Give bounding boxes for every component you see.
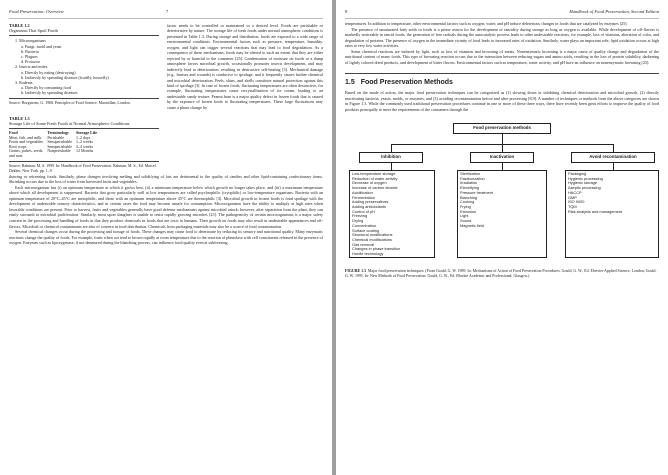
method-item: Control of pH xyxy=(352,208,375,214)
method-item: Acidification xyxy=(352,189,373,195)
method-item: Hurdle technology xyxy=(352,251,384,257)
method-item: Pasteurization xyxy=(460,175,485,181)
running-head: Food Preservation: Overview xyxy=(9,9,64,14)
inactivation-methods-list xyxy=(457,170,547,258)
list-item: a. Directly by consuming food xyxy=(21,85,71,91)
method-item: Freezing xyxy=(352,213,368,219)
list-item: d. Protozoa xyxy=(21,59,40,65)
list-item: b. Bacteria xyxy=(21,48,39,54)
method-item: Light xyxy=(460,213,469,219)
method-item: GMP xyxy=(568,194,577,200)
paragraph: Based on the mode of action, the major food preservation techniques can be categorized as (1) slowing down or inhibiting chemical deterioration and microbial growth, (2) directly inactivating bacteria, yeasts, molds, or enzymes, and (3) avoiding recontamination before and after processing [8,9]. A number of techniques or methods from the above categories are shown in Figure 1.3. While the commonly used traditional preservation procedures continue in one or more of these three ways, there have recently been great efforts to improve the quality of food products principally to meet the requirements of the consumers through the xyxy=(345,90,659,113)
method-item: Blanching xyxy=(460,194,478,200)
branch-box-inhibition: Inhibition xyxy=(359,152,423,163)
method-item: Magnetic field xyxy=(460,222,485,228)
list-item: 2. Insects and mites xyxy=(15,64,48,70)
preservation-methods-diagram xyxy=(345,119,659,314)
body-text xyxy=(345,90,659,112)
branch-box-inactivation: Inactivation xyxy=(470,152,534,163)
method-item: Hygienic processing xyxy=(568,175,603,181)
paragraph: thawing or refreezing foods. Similarly, phase changes involving melting and solidifying of fats are detrimental to the quality of candies and other lipid-containing confectionary items. Shrinking occurs due to the loss of water from harvested fruits and vegetables. xyxy=(9,173,323,185)
table-cell: Root crops xyxy=(9,143,27,149)
spoilage-organisms-list xyxy=(9,38,159,95)
running-head: Handbook of Food Preservation, Second Edition xyxy=(569,9,659,14)
paragraph: Several chemical changes occur during the processing and storage of foods. These changes may cause food to deteriorate by reducing its sensory and nutritional quality. Many enzymatic reactions change the quality of foods. For example, fruits when cut tend to brown rapidly at room temperature due to the reaction of phenolase with cell constituents released in the presence of oxygen. Enzymes such as lipoxygenase, if not denatured during the blanching process, can influence food quality even at subfreezing xyxy=(9,229,323,246)
section-title: Food Preservation Methods xyxy=(360,79,453,87)
method-item: Surface coating xyxy=(352,227,380,233)
method-item: Frying xyxy=(460,203,471,209)
table-cell: 12 Months xyxy=(76,148,94,154)
method-item: Irradiation xyxy=(460,180,478,186)
method-item: Hygienic storage xyxy=(568,180,597,186)
paragraph: The presence of unsaturated fatty acids in foods is a prime reason for the development of rancidity during storage as long as oxygen is available. While development of off-flavors is markedly noticeable in rancid foods, the generation of free radicals during the autocatalytic process leads to other undesirable reactions, for example, loss of vitamins, alteration of color, and degradation of proteins. The presence of oxygen in the immediate vicinity of food leads to increased rates of oxidation. Similarly, water plays an important role; lipid oxidation occurs at high rates at very low water activities. xyxy=(345,26,659,49)
method-item: Packaging xyxy=(568,171,587,177)
right-page xyxy=(336,0,668,475)
table-cell: Semiperishable xyxy=(47,139,72,145)
running-header xyxy=(345,9,659,19)
body-text xyxy=(345,21,659,65)
method-item: Fermentation xyxy=(352,194,375,200)
page-number: 7 xyxy=(166,9,169,14)
table-source: Source: Borgstrom, G. 1968. Principles of Food Science. Macmillan, London. xyxy=(9,100,131,105)
section-heading xyxy=(345,73,659,86)
column-header: Food xyxy=(9,130,18,136)
figure-label: FIGURE 1.3 xyxy=(345,268,366,273)
column-header: Storage Life xyxy=(76,130,97,136)
method-item: Reduction of water activity xyxy=(352,175,398,181)
body-text xyxy=(9,174,323,246)
list-item: 1. Microorganisms xyxy=(15,38,46,44)
list-item: c. Plagues xyxy=(21,54,38,60)
table-row xyxy=(9,154,101,159)
paragraph: Some chemical reactions are induced by light, such as loss of vitamins and browning of meats. Nonenzymatic browning is a major cause of quality change and degradation of the nutritional content of many foods. This type of browning reaction occurs due to the interaction between reducing sugars and amino acids, resulting in the loss of protein solubility, darkening of lightly colored dried products, and development of bitter flavors. Environmental factors such as temperature, water activity, and pH have an influence on nonenzymatic browning [25]. xyxy=(345,48,659,65)
running-header xyxy=(9,9,323,19)
list-item: a. Directly by eating (destroying) xyxy=(21,69,76,75)
table-source: Source: Rahman, M. S. 1999. In: Handbook of Food Preservation. Rahman, M. S., Ed. Marcel Dekker, New York. pp. 1–9. xyxy=(9,163,156,173)
method-item: Structural modifications xyxy=(352,232,393,238)
method-item: Sterilization xyxy=(460,171,481,177)
table-caption: Organisms That Spoil Foods xyxy=(9,28,59,34)
method-item: Changes in phase transition xyxy=(352,246,401,252)
table-cell: 3–4 weeks xyxy=(76,143,93,149)
method-item: Chemical modifications xyxy=(352,236,393,242)
table-caption: Storage Life of Some Fresh Foods at Normal Atmospheric Conditions xyxy=(9,120,130,126)
method-item: Adding antioxidants xyxy=(352,203,386,209)
method-item: Drying xyxy=(352,218,364,224)
table-cell xyxy=(76,154,101,159)
table-cell: Meat, fish, and milk xyxy=(9,134,42,140)
paragraph: Each microorganism has (i) an optimum temperature at which it grows best, (ii) a minimum temperature below which growth no longer takes place, and (iii) a maximum temperature above which all development is suppressed. Bacteria that grow particularly well at low temperatures are called psychrophilic (cryophilic) or low-temperature organisms. Bacteria with an optimum temperature of 20°C–45°C are mesophilic, and those with an optimum temperature above 45°C are thermophilic [3]. Microbial growth in frozen foods is fond spoilage with the development of undesirable sensory characteristics, and in certain cases the food may become unsafe for consumption. Microorganisms have the ability to multiply at high rates when favorable conditions are present. Prior to harvest, fruits and vegetables generally have good defense mechanisms against microbial attack; however, after separation from the plant, they can easily succumb to microbial proliferation. Similarly, meat upon slaughter is unable to resist rapidly growing microbes [25]. The pathogenicity of certain microorganisms is a major safety concern in the processing and handling of foods in that they produce chemicals in foods that are toxic to humans. Their growth on foods may also result in undesirable appearances and off-flavors. Microbial or chemical contaminants are also of concern in food distribution. Chemicals from packaging materials may also be a source of food contamination. xyxy=(9,184,323,229)
figure-caption-text: Major food preservation techniques. (From Gould, G. W. 1989. In: Mechanisms of Action of Food Preservation Procedures. Gould, G. W., Ed. Elsevier Applied Science, London; Gould, G. W. 1995. In: New Methods of Food Preservation. Gould, G. W., Ed. Blackie Academic and Professional, Glasgow.) xyxy=(345,268,657,278)
table-cell: Perishable xyxy=(47,134,64,140)
left-page xyxy=(0,0,332,475)
table-title: TABLE 1.2 xyxy=(9,23,30,28)
tables-column xyxy=(9,23,159,174)
list-item: b. Indirectly by spreading diseases (fruitfly, housefly) xyxy=(21,74,109,80)
method-item: Cooking xyxy=(460,199,475,205)
table-cell: 1–2 days xyxy=(76,134,91,140)
table-cell xyxy=(47,154,76,159)
table-cell: Grains, pulses, seeds, xyxy=(9,148,44,154)
table-title: TABLE 1.3 xyxy=(9,115,30,121)
method-item: TQM xyxy=(568,203,577,209)
method-item: HACCP xyxy=(568,189,582,195)
method-item: Decrease of oxygen xyxy=(352,180,387,186)
table-row xyxy=(9,149,101,154)
table-cell: Semiperishable xyxy=(47,143,72,149)
inhibition-methods-list xyxy=(349,170,435,258)
method-item: Concentration xyxy=(352,222,377,228)
method-item: Increase of carbon dioxide xyxy=(352,185,398,191)
table-cell: Fruits and vegetables xyxy=(9,139,43,145)
table-cell: Nonperishable xyxy=(47,148,71,154)
branch-box-avoid-recontamination: Avoid recontamination xyxy=(571,152,655,163)
method-item: Low-temperature storage xyxy=(352,171,396,177)
page-number: 8 xyxy=(345,9,348,14)
figure-caption xyxy=(345,269,659,279)
method-item: ISO 9000 xyxy=(568,199,585,205)
storage-life-table xyxy=(9,131,101,159)
method-item: Aseptic processing xyxy=(568,185,601,191)
method-item: Sound xyxy=(460,218,472,224)
method-item: Electrifying xyxy=(460,185,480,191)
list-item: 3. Rodents xyxy=(15,80,33,86)
table-cell: 1–2 weeks xyxy=(76,139,93,145)
body-column-text: factor needs to be controlled or maintained to a desired level. Foods are perishable or deteriorative by nature. The storage life of fresh foods under normal atmospheric conditions is presented in Table 1.3. During storage and distribution, foods are exposed to a wide range of environmental conditions. Environmental factors such as pressure, temperature, humidity, oxygen, and light can trigger several reactions that may lead to food degradation. As a consequence of these mechanisms, foods may be altered to such an extent that they are either rejected by or harmful to the consumer [25]. Condensation of moisture on foods or a damp atmosphere favors microbial growth, occasionally promotes insects development, and may indirectly lead to deterioration, resulting in destructive self-heating [3]. Mechanical damage (e.g., bruises and wounds) is conducive to spoilage, and it frequently causes further chemical and microbial deterioration. Peels, skins, and shells constitute natural protection against this kind of spoilage [3]. In case of frozen foods, fluctuating temperatures are often destructive, for example, fluctuating temperatures cause recrystallization of ice cream, leading to an undesirable sandy texture. Peanut bran is a major quality defect in frozen foods that is caused by the exposure of frozen foods to fluctuating temperatures. These large fluctuations may cause a phase change by xyxy=(167,23,323,110)
diagram-root-box: Food preservation methods xyxy=(453,123,551,134)
table-cell: and nuts xyxy=(9,153,23,159)
paragraph: temperatures. In addition to temperature, other environmental factors such as oxygen, water, and pH induce deleterious changes in foods that are catalyzed by enzymes [25]. xyxy=(345,21,628,26)
section-number: 1.5 xyxy=(345,79,355,87)
column-header: Terminology xyxy=(47,130,69,136)
method-item: Adding preservatives xyxy=(352,199,389,205)
method-item: Risk analysis and management xyxy=(568,208,623,214)
method-item: Pressure treatment xyxy=(460,189,494,195)
method-item: Gas removal xyxy=(352,241,375,247)
list-item: a. Fungi: mold and yeast xyxy=(21,43,62,49)
method-item: Extrusion xyxy=(460,208,477,214)
recontamination-methods-list xyxy=(565,170,659,258)
list-item: b. Indirectly by spreading diseases xyxy=(21,90,78,96)
